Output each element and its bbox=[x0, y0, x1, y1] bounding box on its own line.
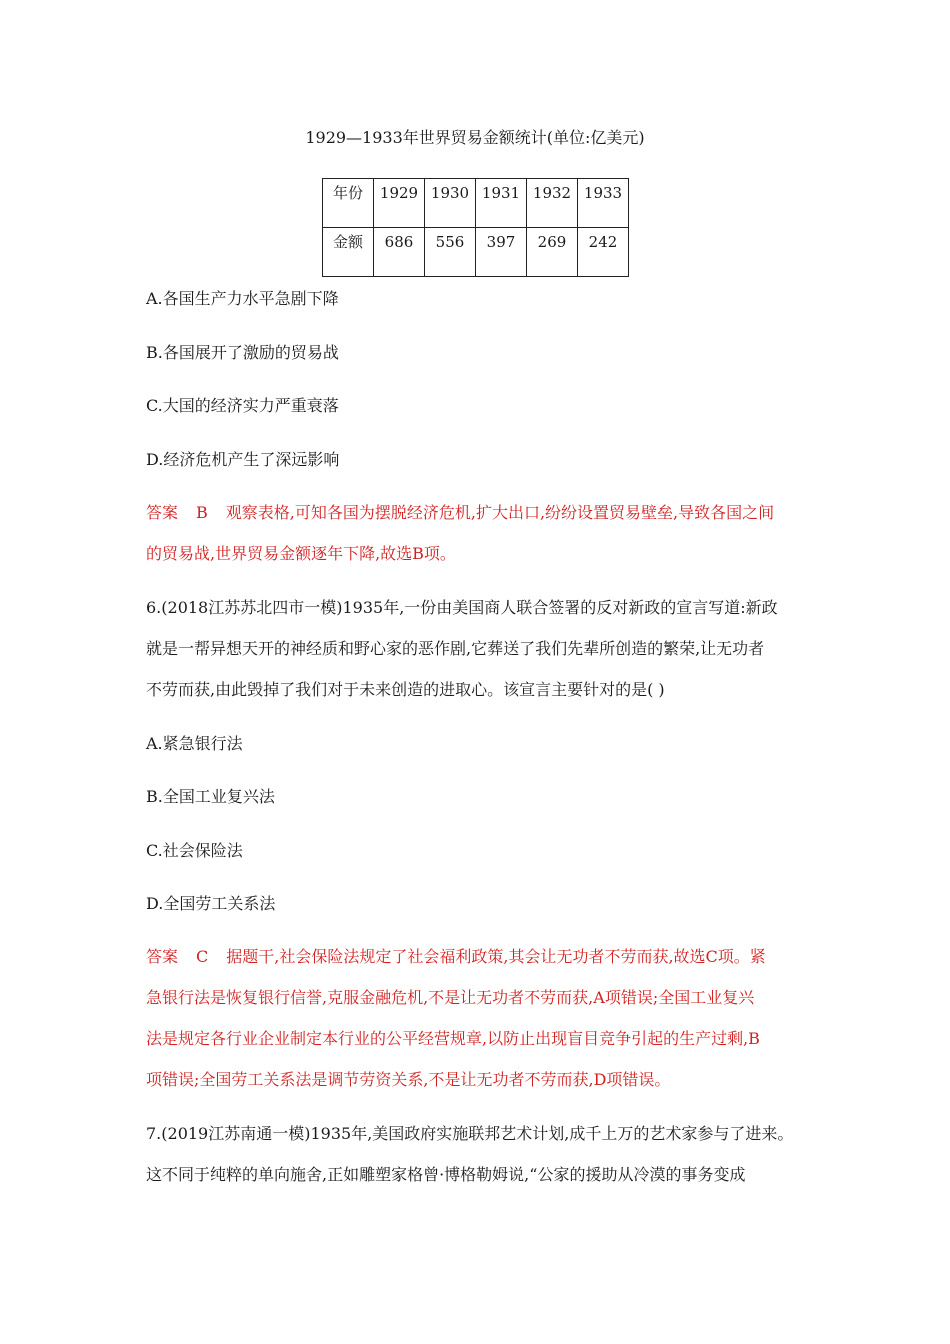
table-header-row bbox=[323, 179, 629, 228]
table-row bbox=[323, 228, 629, 277]
answer-label: 答案 bbox=[146, 947, 179, 966]
q6-option-d: D.全国劳工关系法 bbox=[146, 894, 276, 913]
answer-text: 观察表格,可知各国为摆脱经济危机,扩大出口,纷纷设置贸易壁垒,导致各国之间 bbox=[225, 503, 775, 522]
table-cell: 242 bbox=[578, 228, 629, 277]
answer-letter: C bbox=[196, 947, 209, 966]
table-title: 1929—1933年世界贸易金额统计(单位:亿美元) bbox=[305, 128, 645, 147]
q7-stem-line: 这不同于纯粹的单向施舍,正如雕塑家格曾·博格勒姆说,“公家的援助从冷漠的事务变成 bbox=[146, 1165, 746, 1184]
table-cell: 397 bbox=[476, 228, 527, 277]
q5-answer-line: 的贸易战,世界贸易金额逐年下降,故选B项。 bbox=[146, 544, 456, 563]
table-cell: 269 bbox=[527, 228, 578, 277]
q6-answer-line: 急银行法是恢复银行信誉,克服金融危机,不是让无功者不劳而获,A项错误;全国工业复兴 bbox=[146, 988, 755, 1007]
q6-answer-line: 项错误;全国劳工关系法是调节劳资关系,不是让无功者不劳而获,D项错误。 bbox=[146, 1070, 671, 1089]
table-cell: 556 bbox=[425, 228, 476, 277]
table-header-cell: 1932 bbox=[527, 179, 578, 228]
table-header-cell: 1930 bbox=[425, 179, 476, 228]
trade-stat-table bbox=[322, 178, 629, 277]
q6-stem-line: 不劳而获,由此毁掉了我们对于未来创造的进取心。该宣言主要针对的是( ) bbox=[146, 680, 665, 699]
q6-option-a: A.紧急银行法 bbox=[146, 734, 243, 753]
q6-stem-line: 就是一帮异想天开的神经质和野心家的恶作剧,它葬送了我们先辈所创造的繁荣,让无功者 bbox=[146, 639, 765, 658]
answer-label: 答案 bbox=[146, 503, 179, 522]
table-header-cell: 1933 bbox=[578, 179, 629, 228]
q5-option-c: C.大国的经济实力严重衰落 bbox=[146, 396, 339, 415]
q5-option-b: B.各国展开了激励的贸易战 bbox=[146, 343, 339, 362]
table-header-cell: 1931 bbox=[476, 179, 527, 228]
table-cell: 686 bbox=[374, 228, 425, 277]
q6-option-b: B.全国工业复兴法 bbox=[146, 787, 275, 806]
q5-answer-line bbox=[146, 501, 826, 525]
q5-option-d: D.经济危机产生了深远影响 bbox=[146, 450, 340, 469]
table-header-cell: 1929 bbox=[374, 179, 425, 228]
table-cell: 金额 bbox=[323, 228, 374, 277]
q6-answer-line bbox=[146, 945, 826, 969]
q7-stem-line: 7.(2019江苏南通一模)1935年,美国政府实施联邦艺术计划,成千上万的艺术家参与了进来。 bbox=[146, 1124, 794, 1143]
answer-letter: B bbox=[196, 503, 208, 522]
q6-option-c: C.社会保险法 bbox=[146, 841, 243, 860]
answer-text: 据题干,社会保险法规定了社会福利政策,其会让无功者不劳而获,故选C项。紧 bbox=[226, 947, 766, 966]
q5-option-a: A.各国生产力水平急剧下降 bbox=[146, 289, 339, 308]
q6-answer-line: 法是规定各行业企业制定本行业的公平经营规章,以防止出现盲目竞争引起的生产过剩,B bbox=[146, 1029, 760, 1048]
table-header-cell: 年份 bbox=[323, 179, 374, 228]
q6-stem-line: 6.(2018江苏苏北四市一模)1935年,一份由美国商人联合签署的反对新政的宣言写道:新政 bbox=[146, 598, 778, 617]
